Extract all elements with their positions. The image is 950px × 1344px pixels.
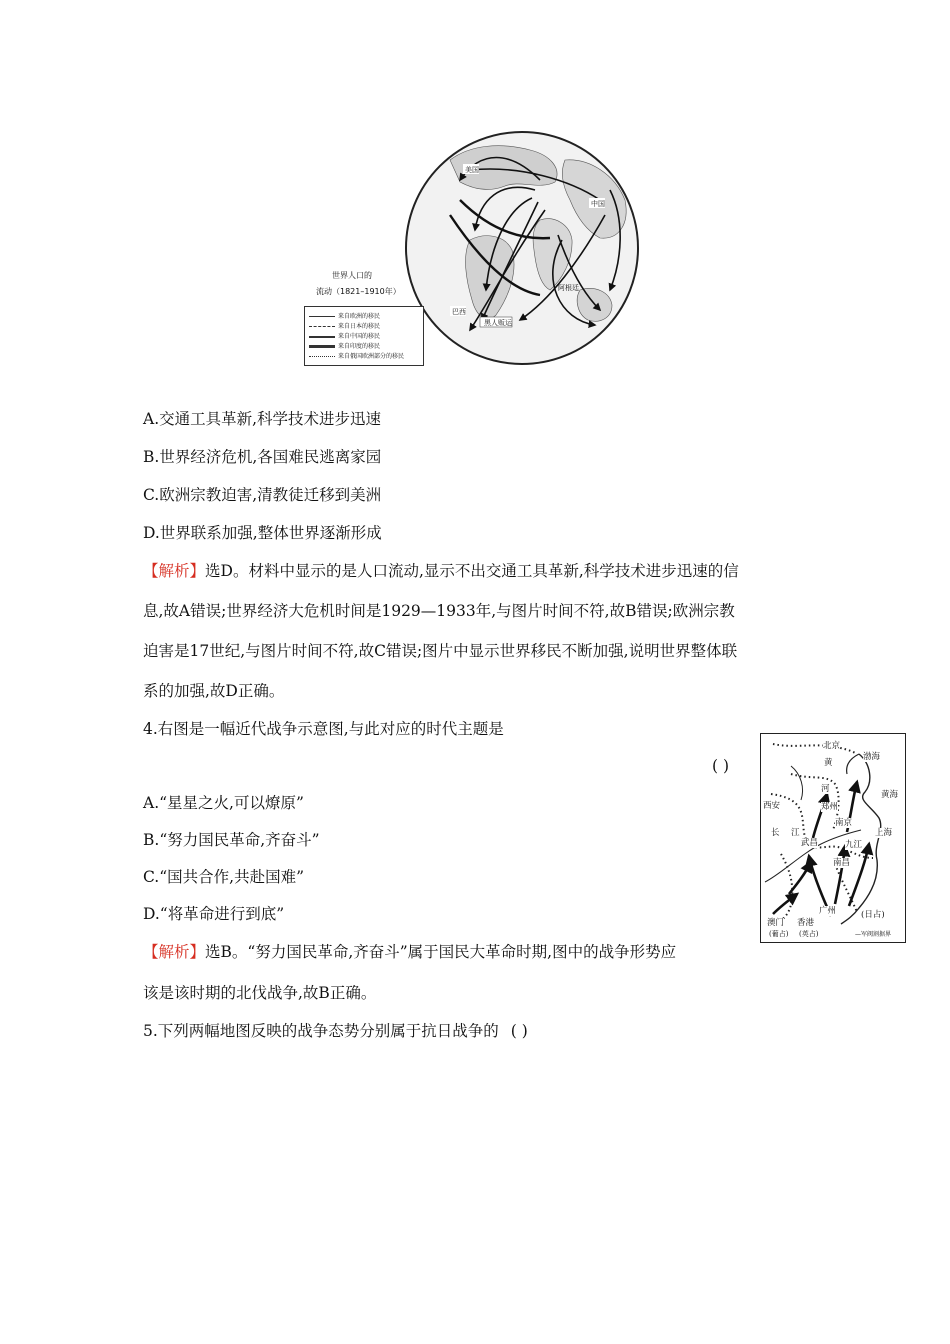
population-flow-figure [300,120,652,380]
map-label-shanghai: 上海 [875,828,893,838]
q4-analysis-line1: 【解析】选B。“努力国民革命,齐奋斗”属于国民大革命时期,图中的战争形势应 [143,943,677,961]
map-label-bohai: 渤海 [863,752,881,762]
map-label-putao: (葡占) [769,930,789,938]
map-label-zhengzhou: 郑州 [821,802,839,812]
legend-item: 来自欧洲的移民 [309,311,380,320]
map-label-slave-trade: 黑人贩运 [484,319,512,327]
q3-analysis-line1: 【解析】选D。材料中显示的是人口流动,显示不出交通工具革新,科学技术进步迅速的信 [143,562,739,580]
figure-caption-line2: 流动（1821–1910年） [316,287,401,296]
map-label-he: 河 [821,784,830,794]
map-label-nanchang: 南昌 [833,858,851,868]
map-label-rizhan: (日占) [861,910,885,920]
map-label-jiang: 江 [791,828,800,838]
legend-item: 来自俄国欧洲部分的移民 [309,351,404,360]
map-label-huanghai: 黄海 [881,790,899,800]
q4-option-a: A.“星星之火,可以燎原” [143,794,304,812]
map-label-wuchang: 武昌 [801,838,819,848]
q3-option-d: D.世界联系加强,整体世界逐渐形成 [143,524,382,542]
northern-expedition-map [760,733,906,943]
map-label-guangzhou: 广州 [819,906,837,916]
q5-stem: 5.下列两幅地图反映的战争态势分别属于抗日战争的 ( ) [143,1022,528,1040]
map-label-argentina: 阿根廷 [558,284,579,292]
map-label-aomen: 澳门 [767,918,785,928]
legend-item: 来自印度的移民 [309,341,380,350]
map-label-china: 中国 [591,200,605,208]
figure-legend [304,306,424,366]
analysis-tag: 【解析】 [143,943,206,961]
map-label-xianggang: 香港 [797,918,815,928]
map-label-beijing: 北京 [823,741,841,751]
q4-option-c: C.“国共合作,共赴国难” [143,868,305,886]
q3-analysis-line3: 迫害是17世纪,与图片时间不符,故C错误;图片中显示世界移民不断加强,说明世界整体联 [143,642,738,660]
figure-caption-line1: 世界人口的 [332,271,372,280]
q4-option-b: B.“努力国民革命,齐奋斗” [143,831,320,849]
map-label-xian: 西安 [763,801,781,811]
map-label-usa: 美国 [465,166,479,174]
map-label-brazil: 巴西 [452,308,466,316]
q4-stem: 4.右图是一幅近代战争示意图,与此对应的时代主题是 [143,720,504,738]
q4-option-d: D.“将革命进行到底” [143,905,285,923]
map-label-huang: 黄 [824,758,833,768]
q3-analysis-line4: 系的加强,故D正确。 [143,682,285,700]
map-label-nanjing: 南京 [835,818,853,828]
analysis-tag: 【解析】 [143,562,206,580]
q4-analysis-line2: 该是该时期的北伐战争,故B正确。 [143,984,377,1002]
q5-answer-blank: ( ) [510,1022,528,1040]
legend-item: 来自日本的移民 [309,321,380,330]
legend-item: 来自中国的移民 [309,331,380,340]
q3-option-a: A.交通工具革新,科学技术进步迅速 [143,410,382,428]
map-label-chang: 长 [771,828,780,838]
q3-option-c: C.欧洲宗教迫害,清教徒迁移到美洲 [143,486,382,504]
map-label-jiujiang: 九江 [845,840,863,850]
q3-option-b: B.世界经济危机,各国难民逃离家园 [143,448,382,466]
q4-answer-blank: ( ) [712,757,730,775]
q3-analysis-line2: 息,故A错误;世界经济大危机时间是1929—1933年,与图片时间不符,故B错误;欧洲宗教 [143,602,735,620]
map-legend-boundary: —军阀割据界 [855,931,892,938]
map-label-yingzhan: (英占) [799,930,819,938]
